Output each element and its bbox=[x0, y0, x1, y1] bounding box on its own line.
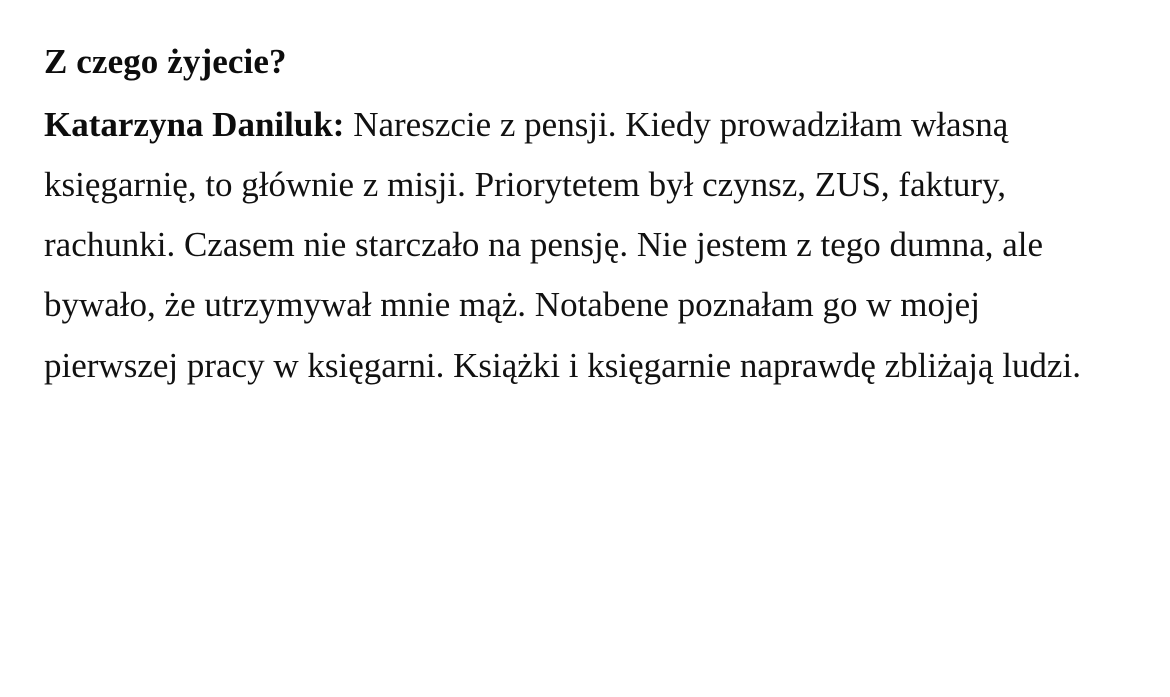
interview-question: Z czego żyjecie? bbox=[44, 42, 287, 81]
answer-speaker-name: Katarzyna Daniluk: bbox=[44, 104, 345, 144]
answer-text: Nareszcie z pensji. Kiedy prowadziłam własną księgarnię, to głównie z misji. Priorytetem był czynsz, ZUS, faktury, rachunki. Czasem nie starczało na pensję. Nie jestem z tego dumna, ale bywało, że utrzymywał mnie mąż. Notabene poznałam go w mojej pierwszej pracy w księgarni. Książki i księgarnie naprawdę zbliżają ludzi. bbox=[44, 104, 1081, 385]
interview-answer bbox=[44, 95, 1110, 396]
